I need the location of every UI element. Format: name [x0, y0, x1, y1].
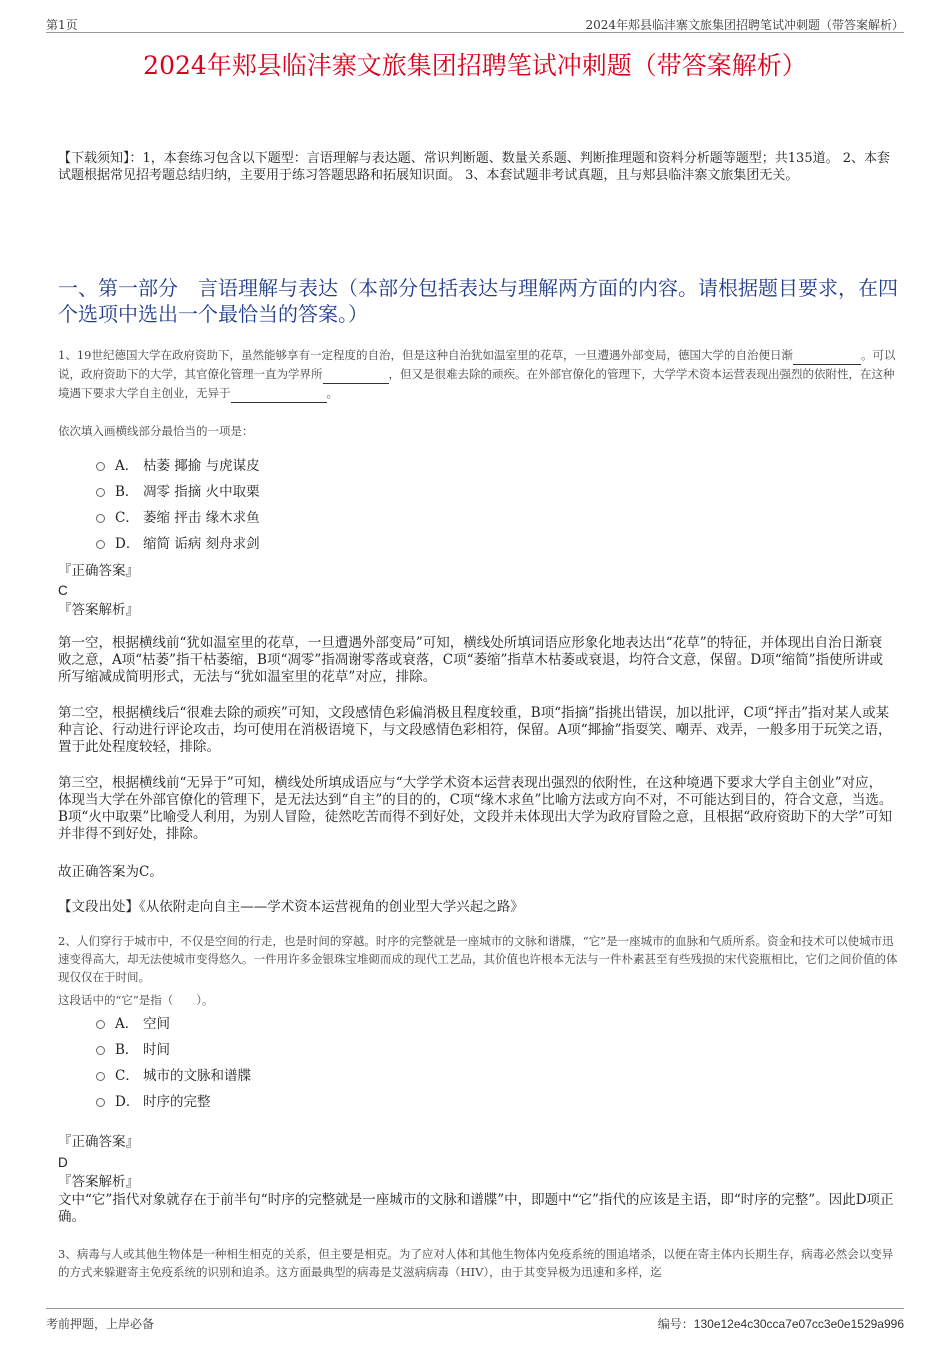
radio-icon[interactable]: [96, 462, 105, 471]
radio-icon[interactable]: [96, 540, 105, 549]
option-d[interactable]: D． 时序的完整: [96, 1089, 251, 1115]
answer-label: 『正确答案』: [58, 563, 139, 579]
radio-icon[interactable]: [96, 1098, 105, 1107]
question-2-stem: 2、人们穿行于城市中，不仅是空间的行走，也是时间的穿越。时序的完整就是一座城市的文脉和谱牒，“它”是一座城市的血脉和气质所系。资金和技术可以使城市迅速变得高大，却无法使城市变得悠久。一件用许多金银珠宝堆砌而成的现代工艺品，其价值也许根本无法与一件朴素甚至有些残损的宋代瓷瓶相比，它们之间价值的体现仅仅在于时间。: [58, 934, 898, 984]
fill-blank: [231, 384, 327, 403]
analysis-paragraph-2: 第二空，根据横线后“很难去除的顽疾”可知，文段感情色彩偏消极且程度较重，B项“指摘”指挑出错误，加以批评，C项“抨击”指对某人或某种言论、行动进行评论攻击，均可使用在消极语境下，与文段感情色彩相符，保留。A项“揶揄”指耍笑、嘲弄、戏弄，一般多用于玩笑之语，置于此处程度较轻，排除。: [58, 705, 892, 755]
question-3-stem: 3、病毒与人或其他生物体是一种相生相克的关系，但主要是相克。为了应对人体和其他生物体内免疫系统的围追堵杀，以便在寄主体内长期生存，病毒必然会以变异的方式来躲避寄主免疫系统的识别和追杀。这方面最典型的病毒是艾滋病病毒（HIV），由于其变异极为迅速和多样，迄: [58, 1247, 894, 1279]
question-2-options: [96, 1011, 251, 1115]
option-b[interactable]: B． 时间: [96, 1037, 251, 1063]
question-1-stem: 1、19世纪德国大学在政府资助下，虽然能够享有一定程度的自治，但是这种自治犹如温室里的花草，一旦遭遇外部变局，德国大学的自治便日渐 。可以说，政府资助下的大学，其官僚化管理一直为学界所 ，但又是很难去除的顽疾。在外部官僚化的管理下，大学学术资本运营表现出强烈的依附性，在这种境遇下要求大学自主创业，无异于 。: [58, 346, 898, 403]
analysis-label: 『答案解析』: [58, 1174, 139, 1190]
option-a[interactable]: A． 枯萎 揶揄 与虎谋皮: [96, 453, 260, 479]
question-1-prompt: 依次填入画横线部分最恰当的一项是：: [58, 424, 254, 438]
footer-slogan: 考前押题，上岸必备: [46, 1317, 155, 1331]
radio-icon[interactable]: [96, 1046, 105, 1055]
correct-answer: D: [58, 1155, 68, 1170]
analysis-paragraph: 文中“它”指代对象就存在于前半句“时序的完整就是一座城市的文脉和谱牒”中，即题中“它”指代的应该是主语，即“时序的完整”。因此D项正确。: [58, 1192, 894, 1225]
document-code: 编号：130e12e4c30cca7e07cc3e0e1529a996: [657, 1317, 904, 1331]
passage-source: 【文段出处】《从依附走向自主——学术资本运营视角的创业型大学兴起之路》: [58, 899, 524, 915]
analysis-paragraph-1: 第一空，根据横线前“犹如温室里的花草，一旦遭遇外部变局”可知，横线处所填词语应形象化地表达出“花草”的特征，并体现出自治日渐衰败之意，A项“枯萎”指干枯萎缩，B项“凋零”指凋谢零落或衰落，C项“萎缩”指草木枯萎或衰退，均符合文意，保留。D项“缩简”指使所讲或所写缩减成简明形式，无法与“犹如温室里的花草”对应，排除。: [58, 635, 884, 685]
page-footer: [46, 1308, 904, 1337]
option-d[interactable]: D． 缩简 诟病 刻舟求剑: [96, 531, 260, 557]
document-title: 2024年郏县临沣寨文旅集团招聘笔试冲刺题（带答案解析）: [143, 51, 807, 80]
radio-icon[interactable]: [96, 1072, 105, 1081]
page-number: 第1页: [46, 18, 78, 32]
fill-blank: [793, 346, 861, 365]
page-header: [46, 14, 904, 33]
option-a[interactable]: A． 空间: [96, 1011, 251, 1037]
radio-icon[interactable]: [96, 488, 105, 497]
option-c[interactable]: C． 城市的文脉和谱牒: [96, 1063, 251, 1089]
question-1-options: [96, 453, 260, 557]
radio-icon[interactable]: [96, 514, 105, 523]
option-b[interactable]: B． 凋零 指摘 火中取栗: [96, 479, 260, 505]
radio-icon[interactable]: [96, 1020, 105, 1029]
analysis-conclusion: 故正确答案为C。: [58, 864, 163, 880]
fill-blank: [323, 365, 389, 384]
correct-answer: C: [58, 583, 68, 598]
download-notice: 【下载须知】：1，本套练习包含以下题型：言语理解与表达题、常识判断题、数量关系题、判断推理题和资料分析题等题型；共135道。 2、本套试题根据常见招考题总结归纳，主要用于练习答题思路和拓展知识面。 3、本套试题非考试真题，且与郏县临沣寨文旅集团无关。: [58, 151, 890, 183]
analysis-paragraph-3: 第三空，根据横线前“无异于”可知，横线处所填成语应与“大学学术资本运营表现出强烈的依附性，在这种境遇下要求大学自主创业”对应，体现当大学在外部官僚化的管理下，是无法达到“自主”的目的的，C项“缘木求鱼”比喻方法或方向不对，不可能达到目的，符合文意，当选。B项“火中取栗”比喻受人利用，为别人冒险，徒然吃苦而得不到好处，文段并未体现出大学为政府冒险之意，且根据“政府资助下的大学”可知并非得不到好处，排除。: [58, 775, 893, 842]
question-2-prompt: 这段话中的“它”是指（ ）。: [58, 993, 214, 1007]
option-c[interactable]: C． 萎缩 抨击 缘木求鱼: [96, 505, 260, 531]
header-doc-title: 2024年郏县临沣寨文旅集团招聘笔试冲刺题（带答案解析）: [585, 18, 904, 32]
answer-label: 『正确答案』: [58, 1134, 139, 1150]
analysis-label: 『答案解析』: [58, 602, 139, 618]
section-title: 一、第一部分 言语理解与表达（本部分包括表达与理解两方面的内容。请根据题目要求，在四个选项中选出一个最恰当的答案。）: [58, 276, 898, 326]
